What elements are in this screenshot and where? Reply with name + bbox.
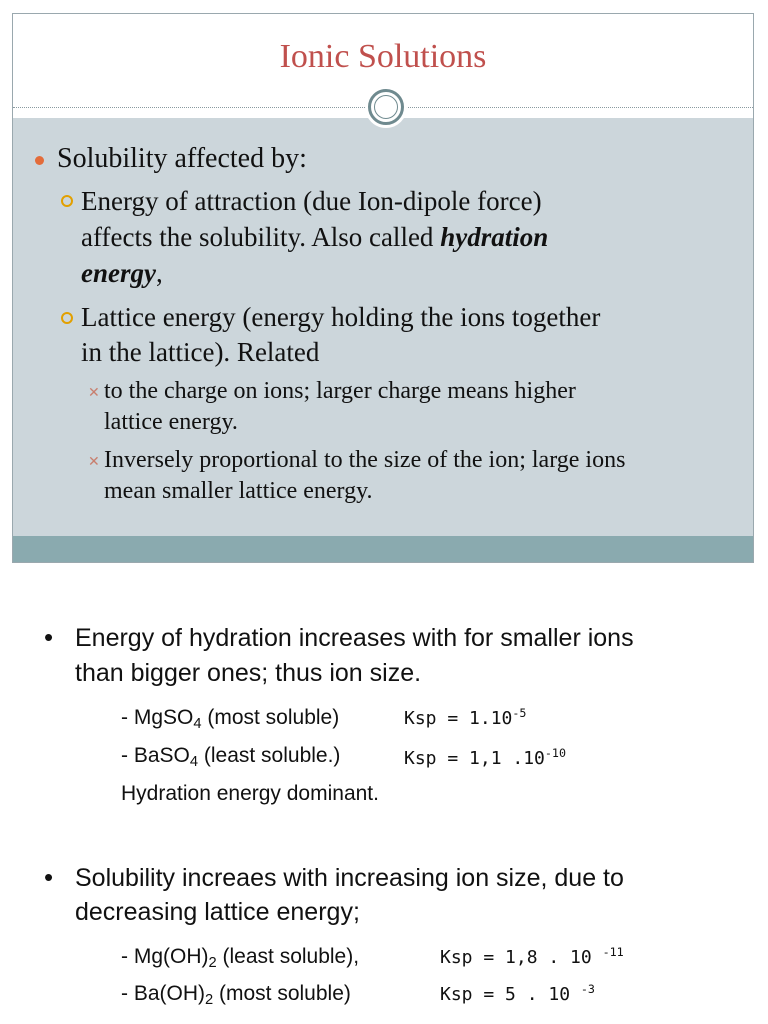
ksp-value: Ksp = 1,8 . 10 $^{-11}$ [440,945,624,968]
notes-text: Hydration energy dominant. [121,782,379,805]
x-bullet-icon: ✕ [88,385,100,401]
notes-text: Energy of hydration increases with for smaller ions [75,624,634,652]
notes-text: decreasing lattice energy; [75,898,360,926]
sub-bullet-text: affects the solubility. Also called hydration [81,222,549,252]
bullet-dot-icon [35,156,44,165]
sub-bullet-text: Energy of attraction (due Ion-dipole force) [81,186,542,216]
compound-line: - $Ba(OH)_2$ (most soluble) [121,982,351,1008]
sub-bullet-text: energy, [81,258,163,288]
bullet-text: Solubility affected by: [57,143,307,174]
ksp-value: Ksp = $1.10^{-5}$ [404,706,527,729]
sub-bullet-text: Lattice energy (energy holding the ions together [81,302,601,332]
notes-text: Solubility increaes with increasing ion size, due to [75,864,624,892]
sub-sub-bullet-text: lattice energy. [104,409,238,435]
compound-line: - MgSO$_4$ (most soluble) [121,706,340,732]
ksp-value: Ksp = 1,1 $.10^{-10}$ [404,746,567,769]
slide-footer-band [13,536,753,562]
sub-sub-bullet-text: mean smaller lattice energy. [104,478,373,504]
sub-sub-bullet-text: to the charge on ions; larger charge means higher [104,378,576,404]
slide-title: Ionic Solutions [279,38,487,75]
bullet-icon: • [44,622,54,652]
compound-line: - $Mg(OH)_2$ (least soluble), [121,945,360,971]
sub-sub-bullet-text: Inversely proportional to the size of the ion; large ions [104,447,626,473]
x-bullet-icon: ✕ [88,454,100,470]
bullet-icon: • [44,862,54,892]
divider-ring-icon [365,86,407,128]
ring-bullet-icon [61,312,73,324]
notes-text: than bigger ones; thus ion size. [75,659,422,687]
compound-line: - BaSO$_4$ (least soluble.) [121,744,341,770]
ring-bullet-icon [61,195,73,207]
sub-bullet-text: in the lattice). Related [81,337,320,367]
ksp-value: Ksp = 5 . 10 $^{-3}$ [440,982,595,1005]
